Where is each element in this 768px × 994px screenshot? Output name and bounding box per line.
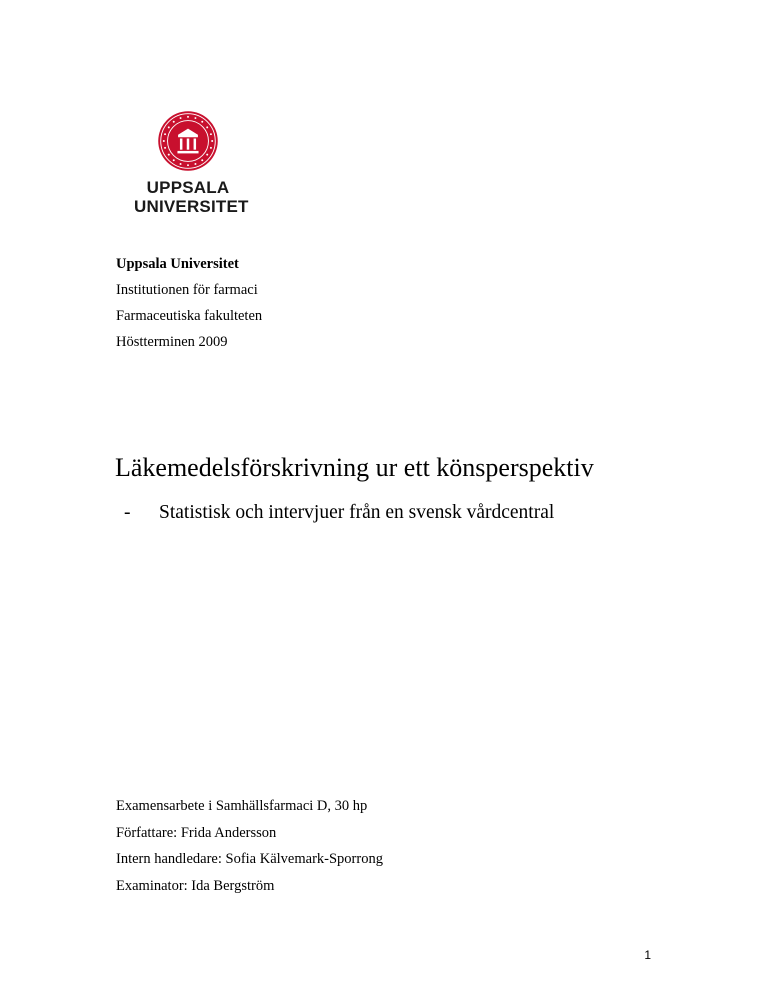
examiner: Examinator: Ida Bergström [116,877,275,894]
subtitle-text: Statistisk och intervjuer från en svensk vårdcentral [159,502,555,523]
thesis-details [116,793,383,899]
document-title: Läkemedelsförskrivning ur ett könsperspektiv [115,453,594,482]
faculty-name: Farmaceutiska fakulteten [116,308,263,324]
logo-text-line1: UPPSALA [146,178,230,197]
university-logo [134,110,249,216]
university-seal-icon [157,110,219,172]
supervisor: Intern handledare: Sofia Kälvemark-Sporrong [116,851,383,867]
university-name: Uppsala Universitet [116,256,239,272]
thesis-type: Examensarbete i Samhällsfarmaci D, 30 hp [116,798,368,814]
logo-text-line2: UNIVERSITET [134,197,249,216]
institution-block [116,251,262,355]
term-name: Höstterminen 2009 [116,334,228,350]
department-name: Institutionen för farmaci [116,282,258,298]
author: Författare: Frida Andersson [116,824,277,841]
subtitle-dash: - [124,502,131,523]
document-subtitle [124,500,554,526]
page-number: 1 [644,948,651,962]
